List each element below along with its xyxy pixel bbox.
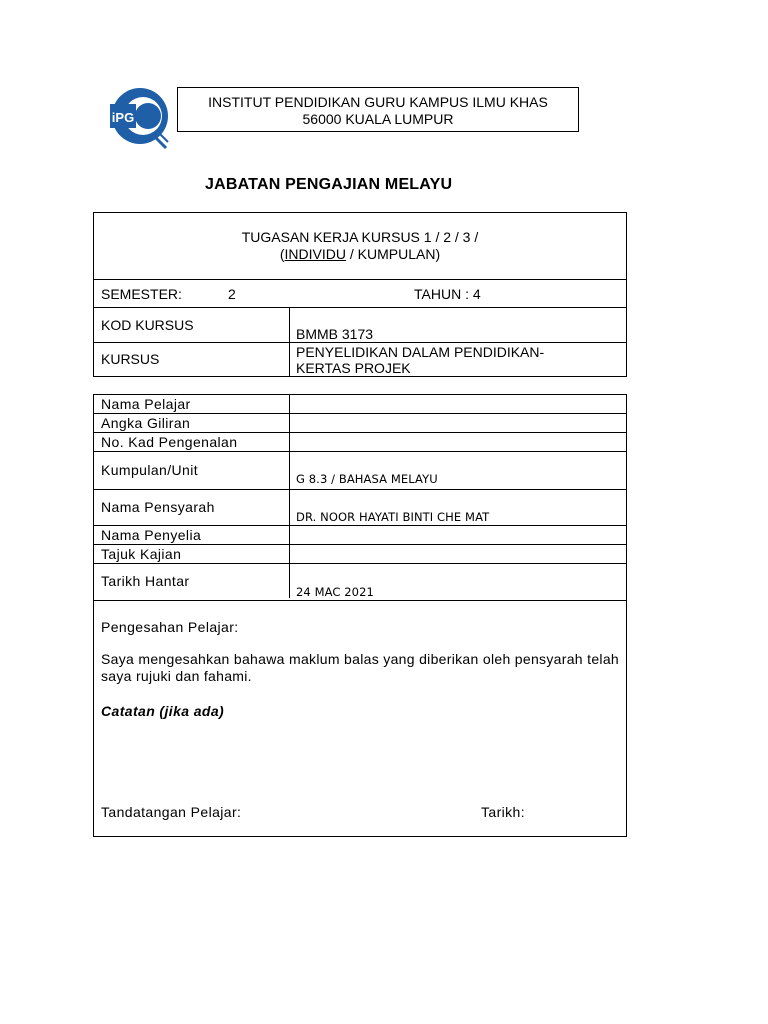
- tarikh-hantar-label: Tarikh Hantar: [101, 573, 190, 589]
- pensyarah-label: Nama Pensyarah: [101, 499, 215, 515]
- tarikh-hantar-value: 24 MAC 2021: [296, 585, 374, 599]
- individu-option: INDIVIDU: [284, 246, 346, 262]
- semester-label: SEMESTER:: [101, 286, 182, 302]
- date-label: Tarikh:: [481, 804, 526, 820]
- declaration-text: Saya mengesahkan bahawa maklum balas yang diberikan oleh pensyarah telah saya rujuki dan fahami.: [101, 651, 619, 684]
- institute-name: INSTITUT PENDIDIKAN GURU KAMPUS ILMU KHAS: [208, 94, 548, 110]
- angka-giliran-label: Angka Giliran: [101, 415, 191, 431]
- tahun-label: TAHUN : 4: [414, 286, 481, 302]
- kursus-value-line1: PENYELIDIKAN DALAM PENDIDIKAN-: [296, 344, 545, 360]
- assignment-table: [93, 212, 627, 377]
- declaration-heading: Pengesahan Pelajar:: [101, 619, 239, 635]
- logo-text: iPG: [111, 110, 135, 125]
- department-title: JABATAN PENGAJIAN MELAYU: [205, 176, 453, 193]
- semester-value: 2: [228, 286, 236, 302]
- assignment-title: TUGASAN KERJA KURSUS 1 / 2 / 3 /: [241, 229, 479, 245]
- institute-box: [177, 87, 579, 132]
- kod-kursus-label: KOD KURSUS: [101, 317, 194, 333]
- kursus-value-line2: KERTAS PROJEK: [296, 360, 411, 376]
- signature-label: Tandatangan Pelajar:: [101, 804, 242, 820]
- kursus-label: KURSUS: [101, 351, 160, 367]
- kod-kursus-value: BMMB 3173: [296, 326, 374, 342]
- ipg-logo: [110, 86, 170, 150]
- institute-address: 56000 KUALA LUMPUR: [302, 111, 454, 127]
- student-table: [93, 394, 627, 837]
- kad-pengenalan-label: No. Kad Pengenalan: [101, 434, 238, 450]
- tajuk-label: Tajuk Kajian: [101, 546, 182, 562]
- assignment-type: (INDIVIDU / KUMPULAN): [279, 246, 441, 262]
- note-label: Catatan (jika ada): [101, 703, 225, 719]
- kumpulan-value: G 8.3 / BAHASA MELAYU: [296, 472, 438, 486]
- penyelia-label: Nama Penyelia: [101, 527, 202, 543]
- pensyarah-value: DR. NOOR HAYATI BINTI CHE MAT: [296, 510, 490, 524]
- kumpulan-label: Kumpulan/Unit: [101, 462, 199, 478]
- nama-pelajar-label: Nama Pelajar: [101, 396, 191, 412]
